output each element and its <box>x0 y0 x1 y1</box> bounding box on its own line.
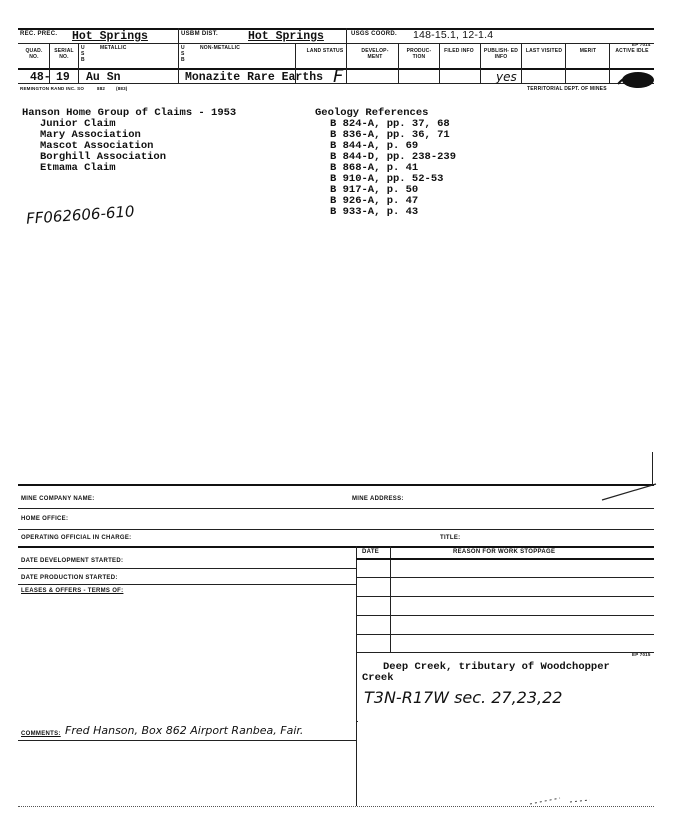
comments-value: Fred Hanson, Box 862 Airport Ranbea, Fair. <box>65 724 304 737</box>
quad-no-value: 48- <box>30 71 51 84</box>
metallic-value: Au Sn <box>86 71 121 84</box>
reference-item: B 868-A, p. 41 <box>330 162 419 174</box>
location-note-line2: Creek <box>362 672 394 684</box>
location-note-line1: Deep Creek, tributary of Woodchopper <box>383 661 610 673</box>
claims-title: Hanson Home Group of Claims - 1953 <box>22 107 237 119</box>
col-nonmetallic: NON-METALLIC <box>200 45 241 51</box>
header-footer-paren: (883) <box>116 86 128 91</box>
header-footer-right: TERRITORIAL DEPT. OF MINES <box>527 86 607 92</box>
col-last-visited: LAST VISITED <box>525 48 563 54</box>
col-active-idle: ACTIVE IDLE <box>615 48 649 54</box>
claim-item: Etmama Claim <box>40 162 116 174</box>
reference-item: B 910-A, pp. 52-53 <box>330 173 444 185</box>
usgs-coord-label: USGS COORD. <box>351 31 397 37</box>
form-code: EP 7014 <box>632 42 651 47</box>
corner-mark-icon <box>600 474 660 504</box>
rec-prec-label: REC. PREC. <box>20 31 58 37</box>
references-title: Geology References <box>315 107 429 119</box>
leases-offers-label: LEASES & OFFERS - TERMS OF: <box>21 588 124 594</box>
claim-item: Mascot Association <box>40 140 154 152</box>
claim-item: Borghill Association <box>40 151 167 163</box>
reference-item: B 824-A, pp. 37, 68 <box>330 118 450 130</box>
col-merit: MERIT <box>579 48 597 54</box>
nonmetallic-value: Monazite Rare Earths <box>185 71 324 84</box>
published-info-value: yes <box>496 70 517 84</box>
mine-address-label: MINE ADDRESS: <box>352 496 404 502</box>
reference-item: B 933-A, p. 43 <box>330 206 419 218</box>
reference-item: B 917-A, p. 50 <box>330 184 419 196</box>
col-metallic: METALLIC <box>100 45 127 51</box>
reason-col-header: REASON FOR WORK STOPPAGE <box>453 549 556 555</box>
file-number: FF062606-610 <box>25 202 136 228</box>
col-land-status: LAND STATUS <box>306 48 344 54</box>
col-development: DEVELOP- MENT <box>361 48 389 60</box>
rec-prec-value: Hot Springs <box>72 30 148 43</box>
operating-official-label: OPERATING OFFICIAL IN CHARGE: <box>21 535 132 541</box>
form-code-2: EP 7015 <box>632 652 651 657</box>
date-development-label: DATE DEVELOPMENT STARTED: <box>21 558 124 564</box>
active-idle-mark-icon <box>614 66 658 90</box>
col-published-info: PUBLISH- ED INFO <box>483 48 519 60</box>
claim-item: Mary Association <box>40 129 141 141</box>
claim-item: Junior Claim <box>40 118 116 130</box>
location-handwritten: T3N-R17W sec. 27,23,22 <box>364 688 563 707</box>
mine-company-name-label: MINE COMPANY NAME: <box>21 496 95 502</box>
date-production-label: DATE PRODUCTION STARTED: <box>21 575 118 581</box>
col-quad-no: QUAD. NO. <box>25 48 43 60</box>
usgs-coord-value: 148-15.1, 12-1.4 <box>413 29 494 41</box>
col-usbm-metallic: U S B <box>81 45 85 63</box>
col-serial-no: SERIAL NO. <box>54 48 74 60</box>
usbm-dist-value: Hot Springs <box>248 30 324 43</box>
home-office-label: HOME OFFICE: <box>21 516 69 522</box>
col-filed-info: FILED INFO <box>444 48 474 54</box>
land-status-mark: F <box>333 66 344 87</box>
reference-item: B 844-D, pp. 238-239 <box>330 151 457 163</box>
col-production: PRODUC- TION <box>406 48 432 60</box>
date-col-header: DATE <box>362 549 380 555</box>
reference-item: B 836-A, pp. 36, 71 <box>330 129 450 141</box>
col-usbm-nonmetallic: U S B <box>181 45 185 63</box>
bottom-smudge-icon <box>520 788 640 808</box>
title-label: TITLE: <box>440 535 461 541</box>
reference-item: B 844-A, p. 69 <box>330 140 419 152</box>
header-footer-code: 882 <box>97 86 106 91</box>
header-footer-left: REMINGTON RAND INC. SO <box>20 86 85 91</box>
reference-item: B 926-A, p. 47 <box>330 195 419 207</box>
usbm-dist-label: USBM DIST. <box>181 31 219 37</box>
comments-label: COMMENTS: <box>21 731 61 737</box>
serial-no-value: 19 <box>56 71 70 84</box>
